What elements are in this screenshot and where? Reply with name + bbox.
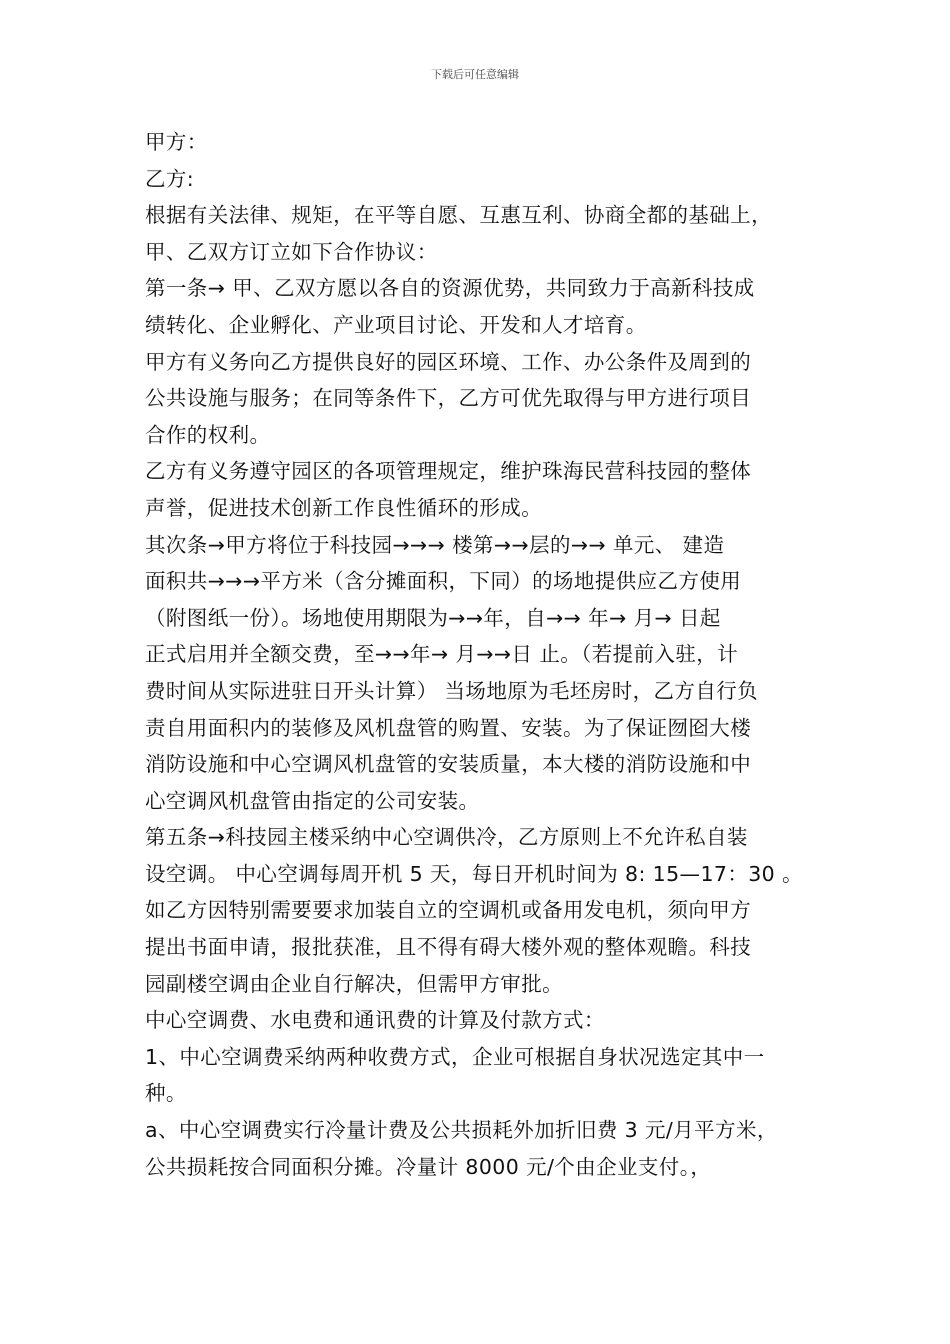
party-a-line: 甲方： — [145, 130, 208, 154]
paragraph-line: a、中心空调费实行冷量计费及公共损耗外加折旧费 3 元/月平方米， — [145, 1118, 778, 1143]
paragraph-line: 绩转化、企业孵化、产业项目讨论、开发和人才培育。 — [145, 312, 647, 337]
document-body — [145, 124, 810, 1185]
paragraph-line: 责自用面积内的装修及风机盘管的购置、安装。为了保证囫囵大楼 — [145, 715, 752, 740]
paragraph-line: 声誉，促进技术创新工作良性循环的形成。 — [145, 495, 543, 520]
paragraph-line: 第五条→科技园主楼采纳中心空调供冷，乙方原则上不允许私自装 — [145, 825, 748, 850]
paragraph-line: 其次条→甲方将位于科技园→→→ 楼第→→层的→→ 单元、 建造 — [145, 532, 725, 557]
page-header: 下载后可任意编辑 — [431, 68, 519, 81]
paragraph-line: （附图纸一份）。场地使用期限为→→年，自→→ 年→ 月→ 日起 — [145, 605, 721, 630]
paragraph-line: 设空调。 中心空调每周开机 5 天，每日开机时间为 8: 15—17：30 。 — [145, 861, 803, 886]
paragraph-line: 正式启用并全额交费，至→→年→ 月→→日 止。（若提前入驻，计 — [145, 642, 739, 667]
paragraph-line: 合作的权利。 — [145, 422, 271, 447]
paragraph-line: 心空调风机盘管由指定的公司安装。 — [145, 788, 480, 813]
paragraph-line: 乙方有义务遵守园区的各项管理规定，维护珠海民营科技园的整体 — [145, 459, 752, 484]
paragraph-line: 提出书面申请，报批获准，且不得有碍大楼外观的整体观瞻。科技 — [145, 935, 752, 960]
paragraph-line: 费时间从实际进驻日开头计算） 当场地原为毛坯房时，乙方自行负 — [145, 678, 759, 703]
paragraph-line: 1、中心空调费采纳两种收费方式，企业可根据自身状况选定其中一 — [145, 1044, 765, 1069]
paragraph-line: 面积共→→→平方米（含分摊面积，下同）的场地提供应乙方使用 — [145, 569, 742, 594]
paragraph-line: 甲方有义务向乙方提供良好的园区环境、工作、办公条件及周到的 — [145, 349, 752, 374]
paragraph-line: 消防设施和中心空调风机盘管的安装质量，本大楼的消防设施和中 — [145, 752, 752, 777]
paragraph-line: 中心空调费、水电费和通讯费的计算及付款方式： — [145, 1008, 605, 1033]
paragraph-line: 种。 — [145, 1081, 187, 1106]
paragraph-line: 甲、乙双方订立如下合作协议： — [145, 239, 438, 264]
paragraph-line: 如乙方因特别需要要求加装自立的空调机或备用发电机，须向甲方 — [145, 898, 752, 923]
paragraph-line: 公共损耗按合同面积分摊。冷量计 8000 元/个由企业支付。， — [145, 1154, 712, 1179]
paragraph-line: 第一条→ 甲、乙双方愿以各自的资源优势，共同致力于高新科技成 — [145, 276, 755, 301]
party-b-line: 乙方: — [145, 166, 195, 191]
paragraph-line: 根据有关法律、规矩，在平等自愿、互惠互利、协商全都的基础上， — [145, 203, 772, 228]
paragraph-line: 公共设施与服务；在同等条件下，乙方可优先取得与甲方进行项目 — [145, 386, 752, 411]
paragraph-line: 园副楼空调由企业自行解决，但需甲方审批。 — [145, 971, 563, 996]
